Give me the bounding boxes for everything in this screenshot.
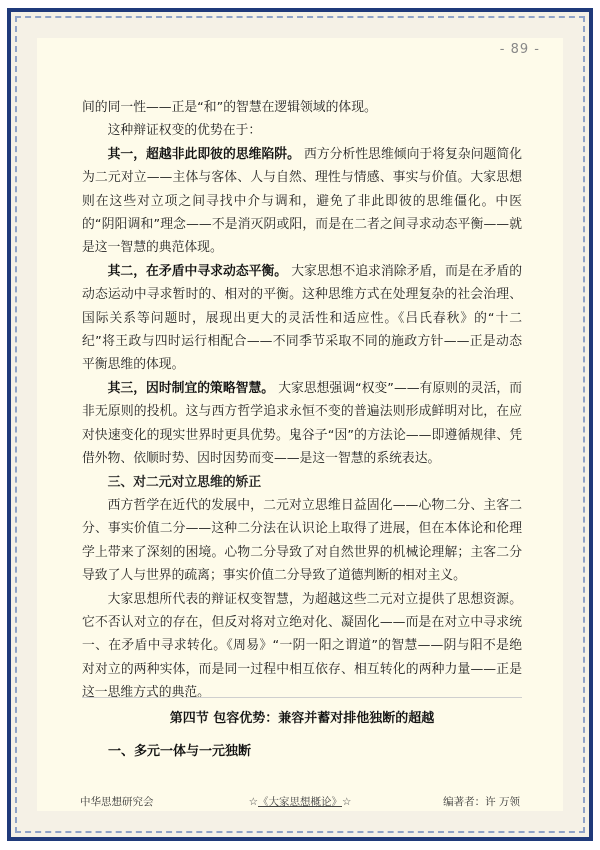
sub-heading: 一、多元一体与一元独断 [108, 744, 252, 759]
paragraph-text: 大家思想所代表的辩证权变智慧，为超越这些二元对立提供了思想资源。它不否认对立的存在，但反对将对立绝对化、凝固化——而是在对立中寻求统一、在矛盾中寻求转化。《周易》“一阴一阳之谓道”的智慧——阴与阳不是绝对对立的两种实体，而是同一过程中相互依存、相互转化的两种力量——正是这一思维方式的典范。 [82, 591, 522, 701]
section-divider [82, 697, 522, 698]
paragraph-point-3 [82, 377, 522, 471]
paragraph-point-2 [82, 260, 522, 377]
subsection-heading-text: 三、对二元对立思维的矫正 [107, 474, 262, 490]
star-icon-left: ☆ [248, 796, 258, 808]
paragraph-western-dualism [82, 494, 522, 588]
body-text [82, 96, 522, 705]
point-3-text: 大家思想强调“权变”——有原则的灵活，而非无原则的投机。这与西方哲学追求永恒不变的普遍法则形成鲜明对比，在应对快速变化的现实世界时更具优势。鬼谷子“因”的方法论——即遵循规律、凭借外物、依顺时势、因时因势而变——是这一智慧的系统表达。 [82, 380, 523, 467]
paragraph-text: 这种辩证权变的优势在于： [107, 123, 262, 139]
footer-title-text: 《大家思想概论》 [258, 796, 342, 808]
paragraph-continuation [82, 96, 522, 119]
paragraph-text: 间的同一性——正是“和”的智慧在逻辑领域的体现。 [82, 100, 377, 115]
footer-organization: 中华思想研究会 [80, 796, 154, 808]
point-2-text: 大家思想不追求消除矛盾，而是在矛盾的动态运动中寻求暂时的、相对的平衡。这种思维方式在处理复杂的社会治理、国际关系等问题时，展现出更大的灵活性和适应性。《吕氏春秋》的“十二纪”将王政与四时运行相配合——不同季节采取不同的施政方针——正是动态平衡思维的体现。 [82, 263, 523, 373]
page-number: - 89 - [499, 42, 540, 57]
point-1-heading: 其一，超越非此即彼的思维陷阱。 [107, 146, 300, 162]
point-2-heading: 其二，在矛盾中寻求动态平衡。 [107, 263, 288, 279]
point-1-text: 西方分析性思维倾向于将复杂问题简化为二元对立——主体与客体、人与自然、理性与情感、事实与价值。大家思想则在这些对立项之间寻找中介与调和，避免了非此即彼的思维僵化。中医的“阴阳调和”理念——不是消灭阴或阳，而是在二者之间寻求动态平衡——就是这一智慧的典范体现。 [82, 146, 522, 256]
subsection-heading [82, 471, 522, 494]
paragraph-dialectic-resource [82, 588, 522, 705]
paragraph-point-1 [82, 143, 522, 260]
footer-author: 编著者：许 万领 [443, 796, 520, 808]
paragraph-intro [82, 119, 522, 142]
paragraph-text: 西方哲学在近代的发展中，二元对立思维日益固化——心物二分、主客二分、事实价值二分——这种二分法在认识论上取得了进展，但在本体论和伦理学上带来了深刻的困境。心物二分导致了对自然世界的机械论理解；主客二分导致了人与世界的疏离；事实价值二分导致了道德判断的相对主义。 [82, 497, 522, 584]
point-3-heading: 其三，因时制宜的策略智慧。 [107, 380, 275, 396]
star-icon-right: ☆ [342, 796, 352, 808]
section-title: 第四节 包容优势：兼容并蓄对排他独断的超越 [169, 711, 435, 726]
